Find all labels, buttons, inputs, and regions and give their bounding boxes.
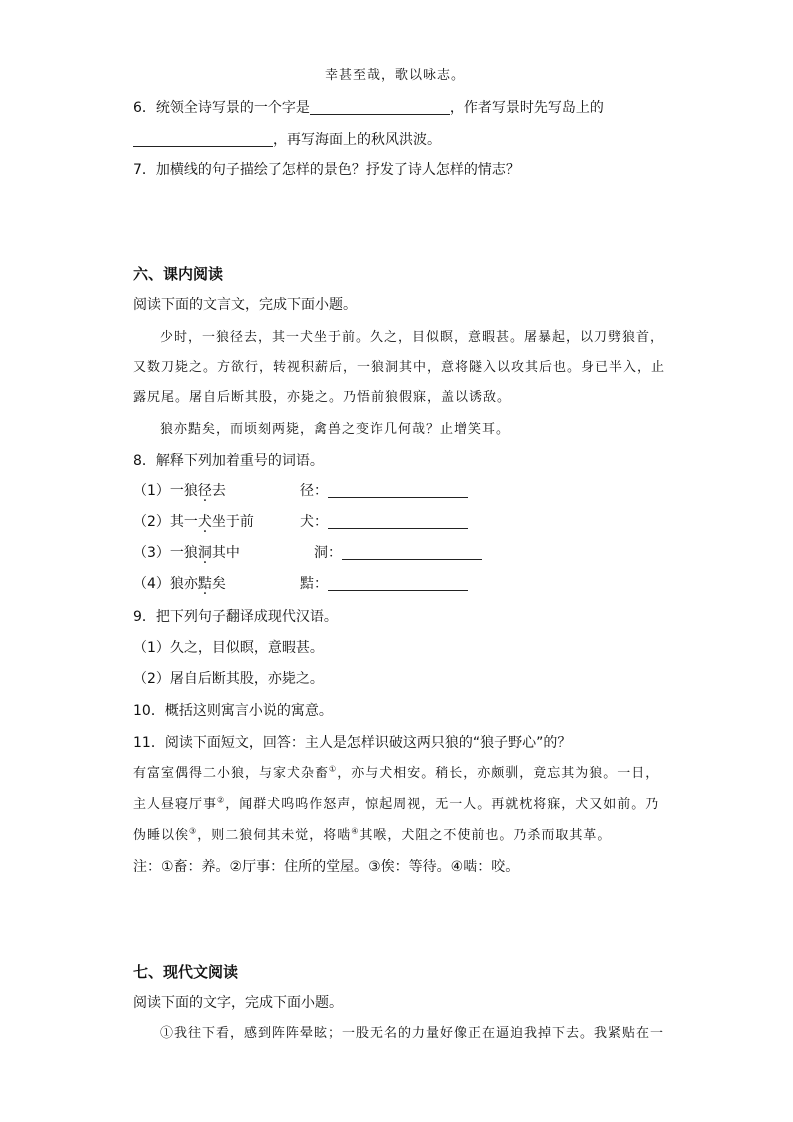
- question-10: 10．概括这则寓言小说的寓意。: [133, 703, 333, 719]
- passage-line: 又数刀毙之。方欲行，转视积薪后，一狼洞其中，意将隧入以攻其后也。身已半入，止: [133, 360, 666, 375]
- section-7-paragraph: ①我往下看，感到阵阵晕眩；一股无名的力量好像正在逼迫我掉下去。我紧贴在一: [160, 1026, 665, 1041]
- passage-text: 其喉，犬阻之不使前也。乃杀而取其革。: [359, 828, 612, 843]
- question-6: [133, 98, 604, 118]
- footnote-mark: ④: [351, 826, 360, 836]
- item-text: 矣: [211, 576, 226, 592]
- poem-last-line: 幸甚至哉，歌以咏志。: [325, 68, 466, 83]
- question-8: 8．解释下列加着重号的词语。: [133, 453, 324, 469]
- word-label: 黠：: [300, 576, 328, 592]
- footnote-mark: ①: [329, 764, 338, 774]
- item-text: 一狼: [169, 545, 198, 561]
- answer-blank[interactable]: [328, 576, 468, 591]
- item-text: 狼亦: [169, 576, 198, 592]
- word-label: 径：: [300, 483, 328, 499]
- answer-blank[interactable]: [310, 100, 450, 115]
- item-number: （2）: [133, 514, 170, 530]
- q8-word: [300, 512, 468, 532]
- word-label: 洞：: [314, 545, 342, 561]
- q11-passage-line: [133, 826, 611, 846]
- emphasized-char: 洞: [197, 545, 212, 561]
- q11-passage-line: [133, 795, 659, 815]
- q9-item: （2）屠自后断其股，亦毙之。: [133, 671, 324, 687]
- item-number: （1）: [133, 483, 170, 499]
- item-text: 去: [211, 483, 226, 499]
- question-11: 11．阅读下面短文，回答：主人是怎样识破这两只狼的“狼子野心”的？: [133, 735, 572, 751]
- footnote-mark: ②: [217, 795, 226, 805]
- passage-text: ，亦与犬相安。稍长，亦颇驯，竟忘其为狼。一日，: [337, 766, 660, 781]
- q8-item: [133, 574, 226, 594]
- passage-line: 狼亦黠矣，而顷刻两毙，禽兽之变诈几何哉？止增笑耳。: [160, 422, 511, 437]
- emphasized-char: 犬: [197, 514, 212, 530]
- item-number: （3）: [133, 545, 170, 561]
- q9-item: （1）久之，目似瞑，意暇甚。: [133, 640, 324, 656]
- passage-text: 伪睡以俟: [133, 828, 190, 843]
- item-text: 其一: [169, 514, 198, 530]
- section-6-title: 六、课内阅读: [133, 265, 224, 283]
- answer-blank[interactable]: [133, 132, 273, 147]
- q6-text-3: ，再写海面上的秋风洪波。: [273, 132, 441, 148]
- answer-blank[interactable]: [342, 545, 482, 560]
- q8-item: [133, 512, 254, 532]
- passage-text: ，闻群犬呜呜作怒声，惊起周视，无一人。再就枕将寐，犬又如前。乃: [225, 797, 660, 812]
- section-7-intro: 阅读下面的文字，完成下面小题。: [133, 995, 343, 1011]
- section-6-intro: 阅读下面的文言文，完成下面小题。: [133, 297, 357, 313]
- item-text: 坐于前: [211, 514, 254, 530]
- passage-text: ，则二狼伺其未觉，将啮: [197, 828, 352, 843]
- q8-word: [300, 481, 468, 501]
- q6-text-1: 6．统领全诗写景的一个字是: [133, 100, 310, 116]
- emphasized-char: 径: [197, 483, 212, 499]
- q8-item: [133, 481, 226, 501]
- passage-text: 有富室偶得二小狼，与家犬杂畜: [133, 766, 330, 781]
- q8-item: [133, 543, 240, 563]
- answer-blank[interactable]: [328, 514, 468, 529]
- question-6-cont: [133, 130, 441, 150]
- item-number: （4）: [133, 576, 170, 592]
- question-7: 7．加横线的句子描绘了怎样的景色？抒发了诗人怎样的情志？: [133, 162, 520, 178]
- q11-passage-line: [133, 764, 659, 784]
- footnote-mark: ③: [189, 826, 198, 836]
- item-text: 一狼: [169, 483, 198, 499]
- q8-word: [300, 574, 468, 594]
- section-7-title: 七、现代文阅读: [133, 963, 239, 981]
- passage-text: 主人昼寝厅事: [133, 797, 218, 812]
- emphasized-char: 黠: [197, 576, 212, 592]
- question-9: 9．把下列句子翻译成现代汉语。: [133, 609, 338, 625]
- item-text: 其中: [211, 545, 240, 561]
- passage-line: 露尻尾。屠自后断其股，亦毙之。乃悟前狼假寐，盖以诱敌。: [133, 390, 512, 405]
- passage-line: 少时，一狼径去，其一犬坐于前。久之，目似瞑，意暇甚。屠暴起，以刀劈狼首，: [160, 330, 665, 345]
- word-label: 犬：: [300, 514, 328, 530]
- answer-blank[interactable]: [328, 483, 468, 498]
- q11-note: 注：①畜：养。②厅事：住所的堂屋。③俟：等待。④啮：咬。: [133, 859, 520, 875]
- q6-text-2: ，作者写景时先写岛上的: [449, 100, 604, 116]
- q8-word: [314, 543, 482, 563]
